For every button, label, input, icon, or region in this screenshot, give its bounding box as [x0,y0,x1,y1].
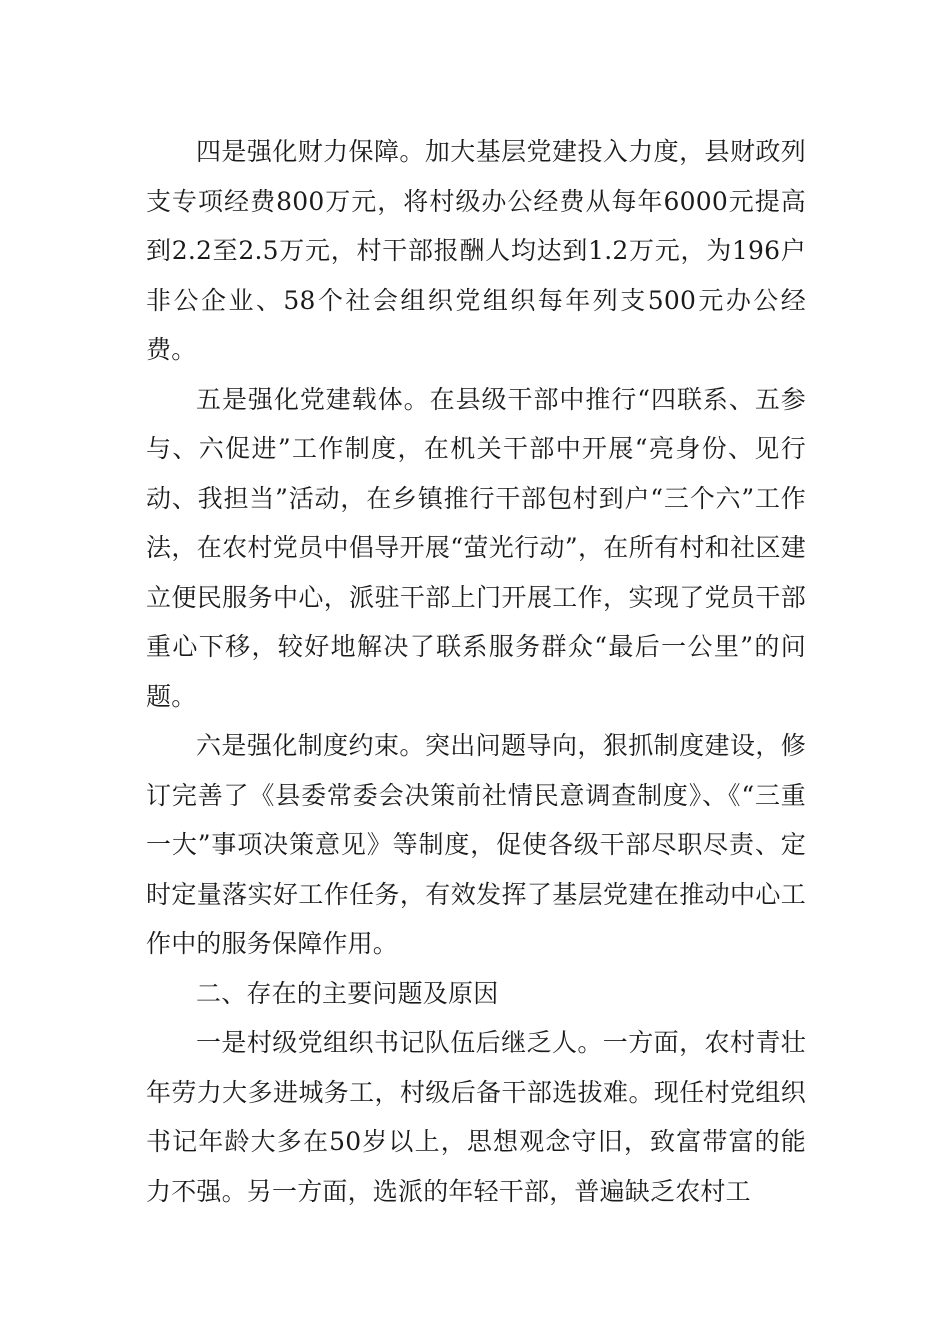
document-page [146,127,806,1216]
paragraph-village-secretary: 一是村级党组织书记队伍后继乏人。一方面，农村青壮年劳力大多进城务工，村级后备干部选拔难。现任村党组织书记年龄大多在50岁以上，思想观念守旧，致富带富的能力不强。另一方面，选派的年轻干部，普遍缺乏农村工 [146,1028,806,1206]
paragraph-institutional-constraint: 六是强化制度约束。突出问题导向，狠抓制度建设，修订完善了《县委常委会决策前社情民意调查制度》、《“三重一大”事项决策意见》等制度，促使各级干部尽职尽责、定时定量落实好工作任务，有效发挥了基层党建在推动中心工作中的服务保障作用。 [146,731,806,958]
paragraph-financial-support: 四是强化财力保障。加大基层党建投入力度，县财政列支专项经费800万元，将村级办公经费从每年6000元提高到2.2至2.5万元，村干部报酬人均达到1.2万元，为196户非公企业、58个社会组织党组织每年列支500元办公经费。 [146,137,806,364]
paragraph-party-carrier: 五是强化党建载体。在县级干部中推行“四联系、五参与、六促进”工作制度，在机关干部中开展“亮身份、见行动、我担当”活动，在乡镇推行干部包村到户“三个六”工作法，在农村党员中倡导开展“萤光行动”，在所有村和社区建立便民服务中心，派驻干部上门开展工作，实现了党员干部重心下移，较好地解决了联系服务群众“最后一公里”的问题。 [146,384,806,711]
section-heading: 二、存在的主要问题及原因 [196,978,499,1008]
